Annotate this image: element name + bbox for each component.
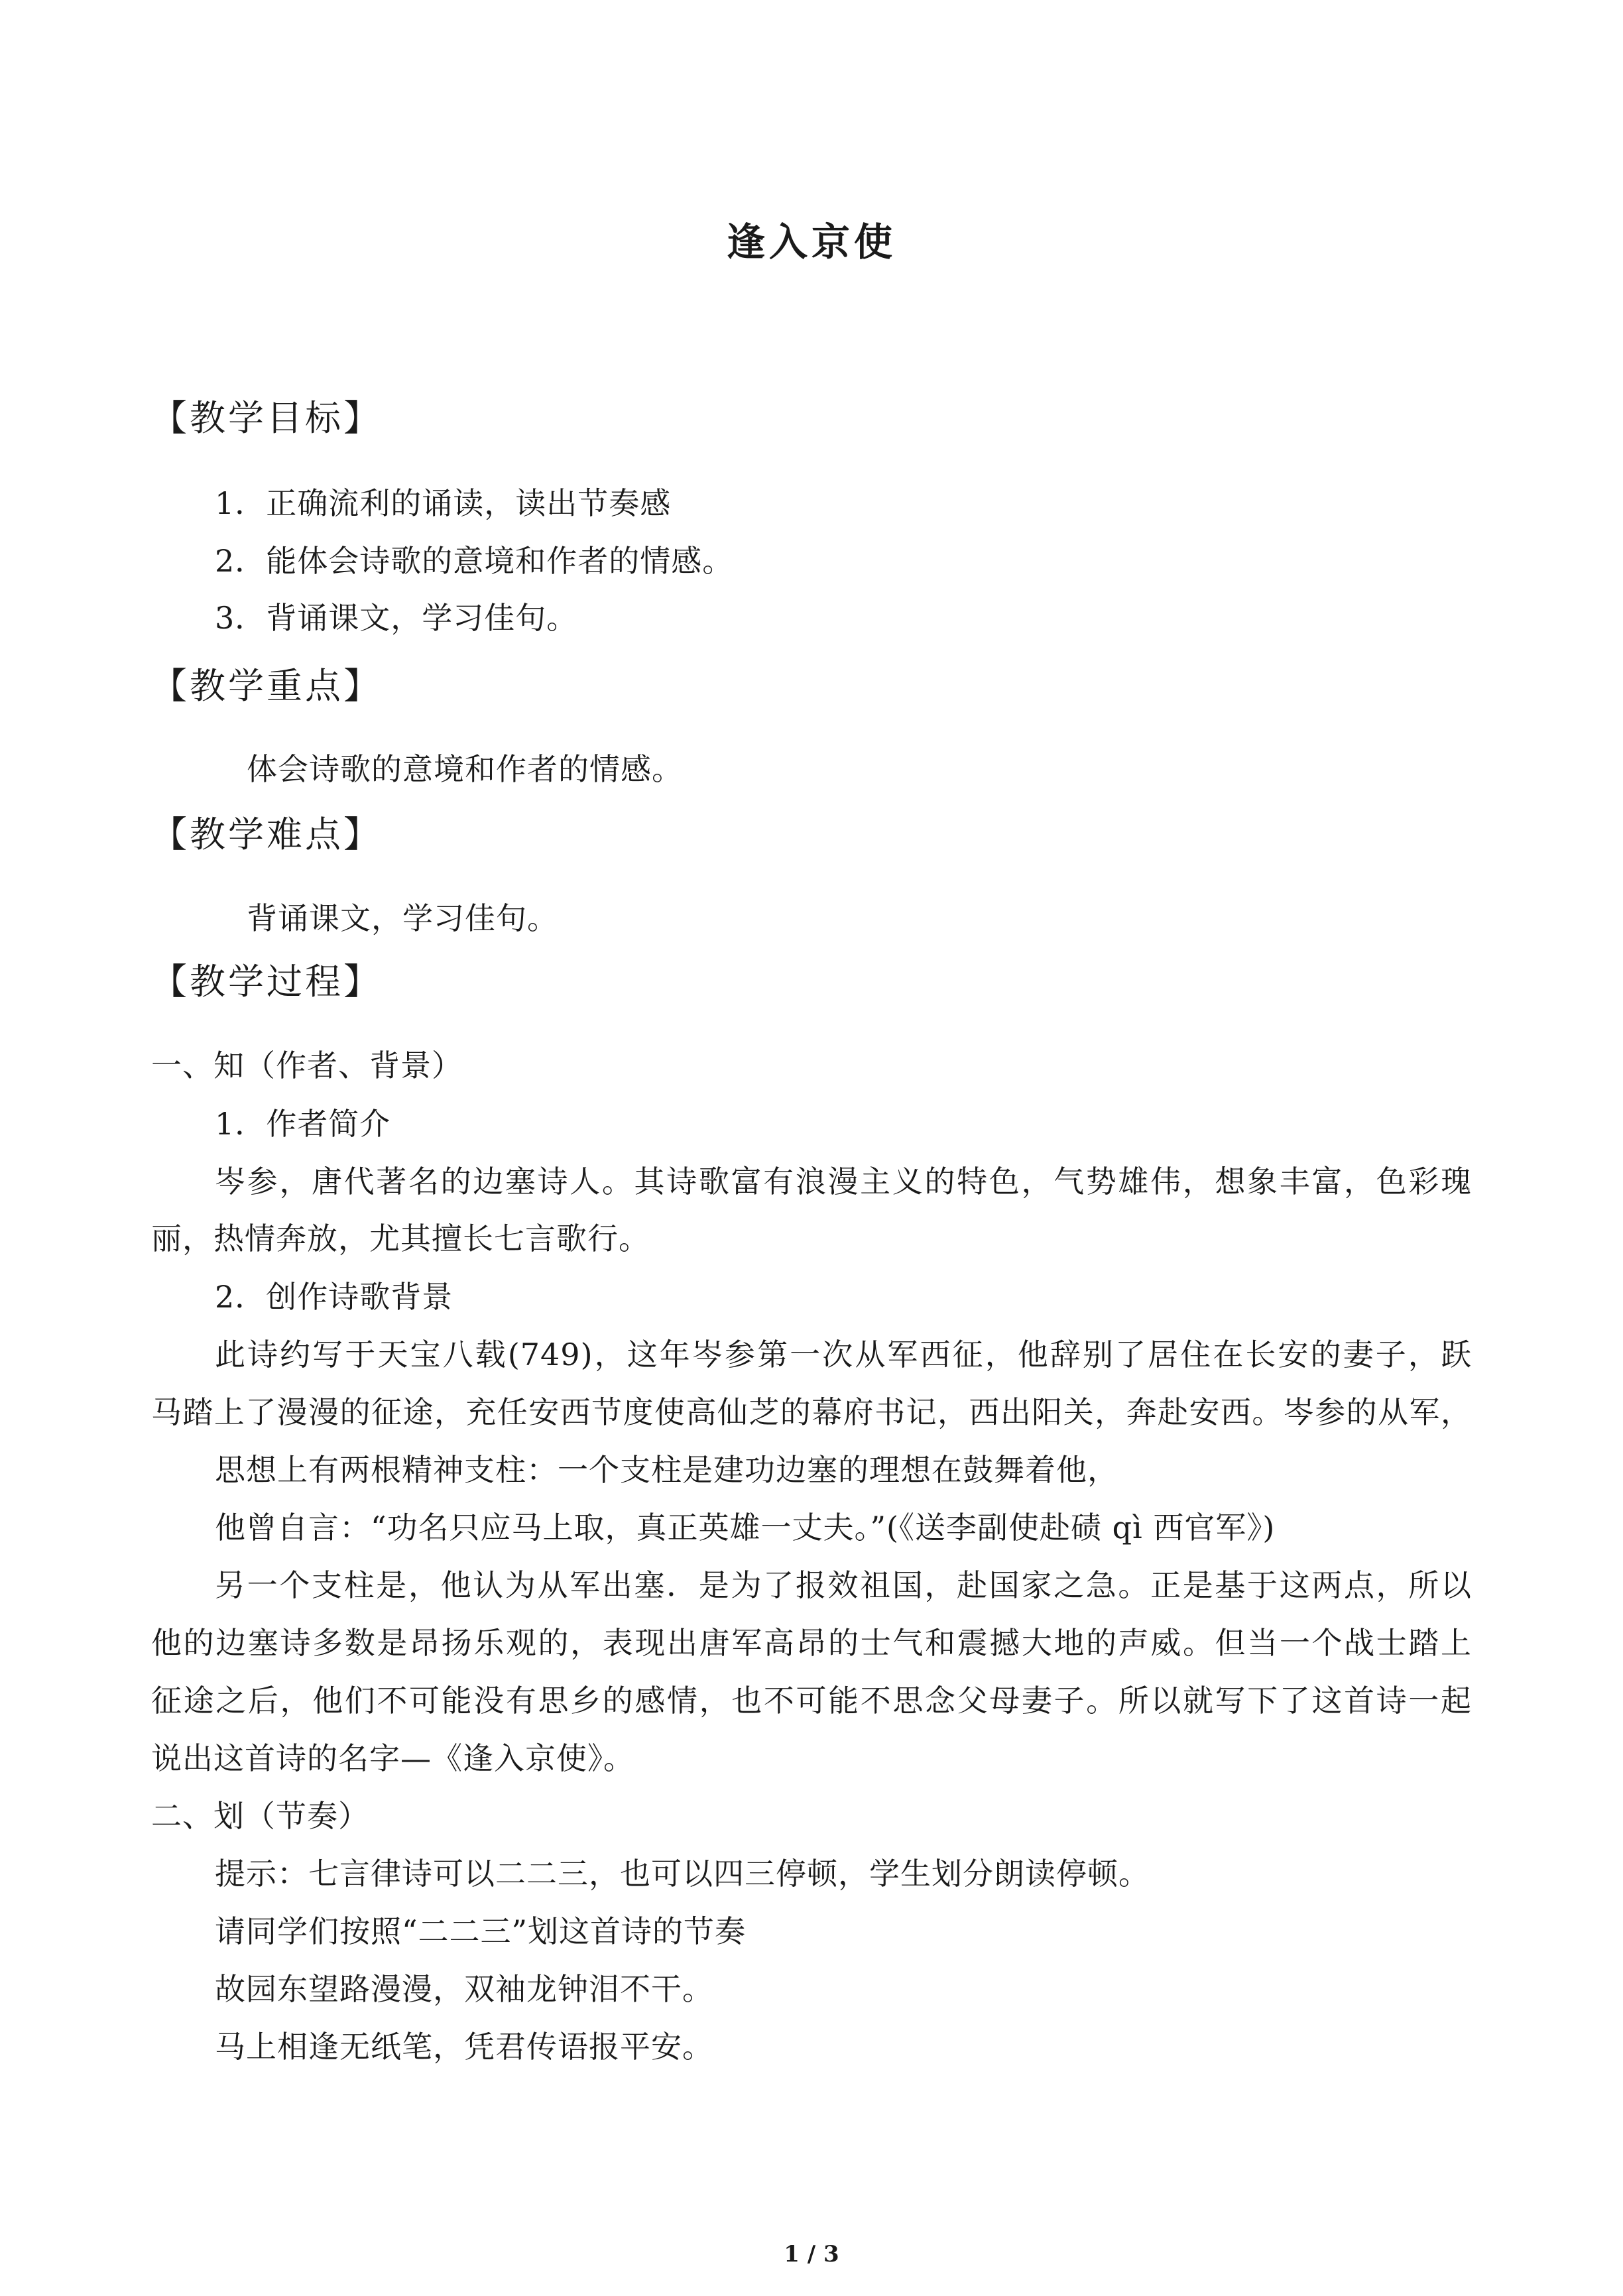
key-point-text: 体会诗歌的意境和作者的情感。 — [247, 751, 683, 787]
background-title: 2．创作诗歌背景 — [215, 1279, 453, 1315]
background-line: 征途之后，他们不可能没有思乡的感情，也不可能不思念父母妻子。所以就写下了这首诗一起 — [151, 1683, 1472, 1719]
poem-line: 马上相逢无纸笔，凭君传语报平安。 — [215, 2029, 713, 2065]
background-line: 马踏上了漫漫的征途，充任安西节度使高仙芝的幕府书记，西出阳关，奔赴安西。岑参的从军， — [151, 1394, 1472, 1430]
heading-teaching-goals: 【教学目标】 — [151, 397, 382, 439]
heading-key-point: 【教学重点】 — [151, 665, 382, 707]
background-line: 此诗约写于天宝八载(749)，这年岑参第一次从军西征，他辞别了居住在长安的妻子，跃 — [215, 1337, 1472, 1372]
part2-title: 二、划（节奏） — [151, 1798, 369, 1834]
page-title: 逢入京使 — [726, 219, 896, 265]
difficulty-text: 背诵课文，学习佳句。 — [247, 900, 558, 936]
heading-teaching-process: 【教学过程】 — [151, 961, 382, 1002]
author-intro-title: 1．作者简介 — [215, 1106, 391, 1142]
rhythm-tip: 提示：七言律诗可以二二三，也可以四三停顿，学生划分朗读停顿。 — [215, 1856, 1150, 1892]
heading-difficulty: 【教学难点】 — [151, 814, 382, 855]
author-intro-line: 岑参，唐代著名的边塞诗人。其诗歌富有浪漫主义的特色，气势雄伟，想象丰富，色彩瑰 — [215, 1164, 1472, 1199]
background-line: 思想上有两根精神支柱：一个支柱是建功边塞的理想在鼓舞着他， — [215, 1452, 1118, 1488]
poem-line: 故园东望路漫漫，双袖龙钟泪不干。 — [215, 1971, 713, 2007]
background-line: 他的边塞诗多数是昂扬乐观的，表现出唐军高昂的士气和震撼大地的声威。但当一个战士踏上 — [151, 1625, 1472, 1661]
part1-title: 一、知（作者、背景） — [151, 1048, 463, 1083]
background-line: 说出这首诗的名字—《逢入京使》。 — [151, 1740, 634, 1776]
rhythm-request: 请同学们按照“二二三”划这首诗的节奏 — [215, 1913, 747, 1949]
background-line: 另一个支柱是，他认为从军出塞．是为了报效祖国，赴国家之急。正是基于这两点，所以 — [215, 1567, 1472, 1603]
background-line: 他曾自言：“功名只应马上取，真正英雄一丈夫。”(《送李副使赴碛 qì 西官军》) — [215, 1510, 1276, 1545]
goal-item-1: 1．正确流利的诵读，读出节奏感 — [215, 485, 672, 521]
page-number: 1 / 3 — [784, 2241, 839, 2267]
author-intro-line: 丽，热情奔放，尤其擅长七言歌行。 — [151, 1221, 650, 1256]
goal-item-3: 3．背诵课文，学习佳句。 — [215, 600, 578, 636]
goal-item-2: 2．能体会诗歌的意境和作者的情感。 — [215, 543, 734, 579]
